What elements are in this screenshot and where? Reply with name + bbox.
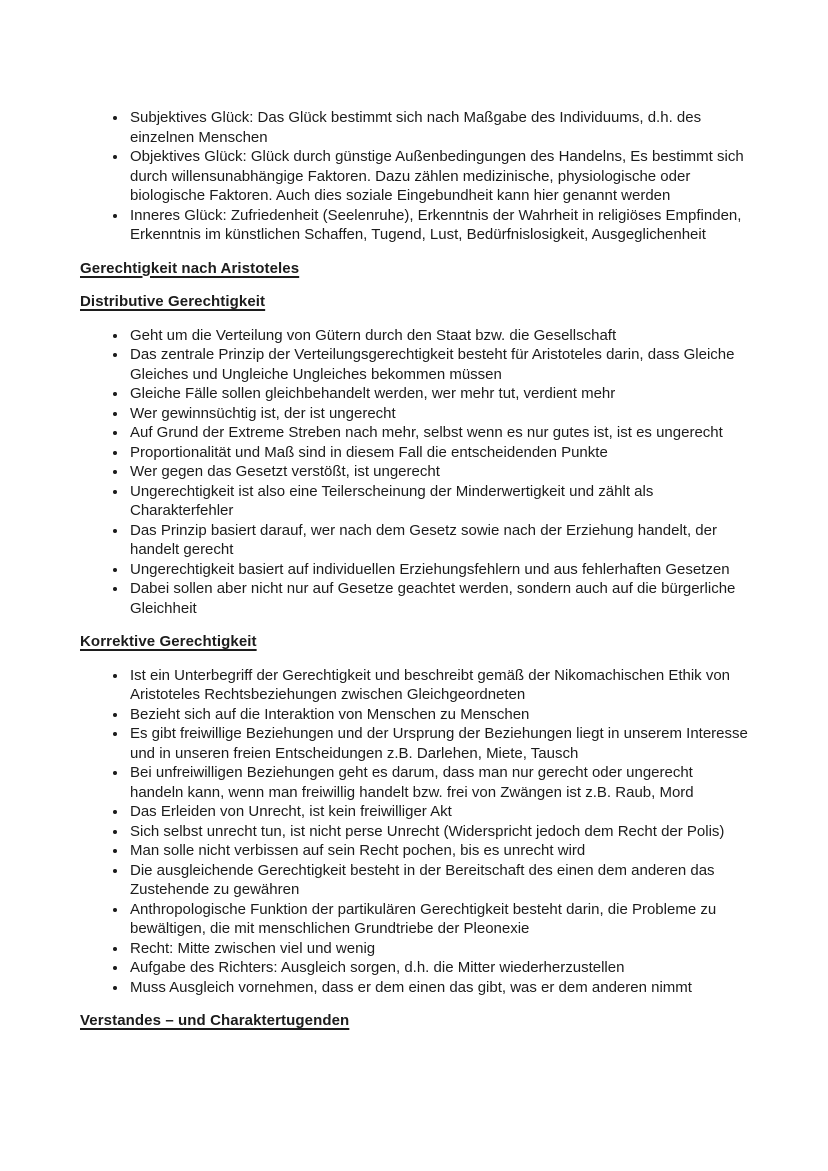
- list-item: • Auf Grund der Extreme Streben nach mehr, selbst wenn es nur gutes ist, ist es ungerecht: [128, 423, 750, 443]
- section-heading-text: Distributive Gerechtigkeit: [80, 293, 266, 310]
- list-item: • Geht um die Verteilung von Gütern durch den Staat bzw. die Gesellschaft: [128, 326, 750, 346]
- list-item: • Inneres Glück: Zufriedenheit (Seelenruhe), Erkenntnis der Wahrheit in religiöses Empfinden, Erkenntnis im künstlichen Schaffen, Tugend, Lust, Bedürfnislosigkeit, Ausgeglichenheit: [128, 206, 750, 245]
- list-item: • Anthropologische Funktion der partikulären Gerechtigkeit besteht darin, die Probleme zu bewältigen, die mit menschlichen Grundtriebe der Pleonexie: [128, 900, 750, 939]
- list-item: • Objektives Glück: Glück durch günstige Außenbedingungen des Handelns, Es bestimmt sich durch willensunabhängige Faktoren. Dazu zählen medizinische, physiologische oder biologische Faktoren. Auch dies soziale Eingebundheit kann hier genannt werden: [128, 147, 750, 206]
- list-item: • Bezieht sich auf die Interaktion von Menschen zu Menschen: [128, 705, 750, 725]
- list-item: • Das Erleiden von Unrecht, ist kein freiwilliger Akt: [128, 802, 750, 822]
- list-item: • Aufgabe des Richters: Ausgleich sorgen, d.h. die Mitter wiederherzustellen: [128, 958, 750, 978]
- section-heading: [80, 632, 750, 652]
- list-item: • Man solle nicht verbissen auf sein Recht pochen, bis es unrecht wird: [128, 841, 750, 861]
- section-heading-text: Verstandes – und Charaktertugenden: [80, 1012, 350, 1029]
- section-heading: [80, 292, 750, 312]
- list-item: • Es gibt freiwillige Beziehungen und der Ursprung der Beziehungen liegt in unserem Interesse und in unseren freien Entscheidungen z.B. Darlehen, Miete, Tausch: [128, 724, 750, 763]
- bullet-list: [80, 326, 750, 619]
- list-item: • Muss Ausgleich vornehmen, dass er dem einen das gibt, was er dem anderen nimmt: [128, 978, 750, 998]
- list-item: • Dabei sollen aber nicht nur auf Gesetze geachtet werden, sondern auch auf die bürgerliche Gleichheit: [128, 579, 750, 618]
- list-item: • Proportionalität und Maß sind in diesem Fall die entscheidenden Punkte: [128, 443, 750, 463]
- list-item: • Subjektives Glück: Das Glück bestimmt sich nach Maßgabe des Individuums, d.h. des einzelnen Menschen: [128, 108, 750, 147]
- list-item: • Ungerechtigkeit ist also eine Teilerscheinung der Minderwertigkeit und zählt als Charakterfehler: [128, 482, 750, 521]
- section-heading: [80, 1011, 750, 1031]
- section-heading-text: Gerechtigkeit nach Aristoteles: [80, 259, 300, 277]
- bullet-list: [80, 666, 750, 998]
- section-heading: [80, 259, 750, 279]
- bullet-list: [80, 108, 750, 245]
- document-body: [80, 108, 750, 1031]
- list-item: • Recht: Mitte zwischen viel und wenig: [128, 939, 750, 959]
- list-item: • Sich selbst unrecht tun, ist nicht perse Unrecht (Widerspricht jedoch dem Recht der Polis): [128, 822, 750, 842]
- list-item: • Wer gewinnsüchtig ist, der ist ungerecht: [128, 404, 750, 424]
- list-item: • Die ausgleichende Gerechtigkeit besteht in der Bereitschaft des einen dem anderen das Zustehende zu gewähren: [128, 861, 750, 900]
- list-item: • Gleiche Fälle sollen gleichbehandelt werden, wer mehr tut, verdient mehr: [128, 384, 750, 404]
- list-item: • Ungerechtigkeit basiert auf individuellen Erziehungsfehlern und aus fehlerhaften Gesetzen: [128, 560, 750, 580]
- list-item: • Ist ein Unterbegriff der Gerechtigkeit und beschreibt gemäß der Nikomachischen Ethik von Aristoteles Rechtsbeziehungen zwischen Gleichgeordneten: [128, 666, 750, 705]
- section-heading-text: Korrektive Gerechtigkeit: [80, 633, 257, 650]
- list-item: • Bei unfreiwilligen Beziehungen geht es darum, dass man nur gerecht oder ungerecht handeln kann, wenn man freiwillig handelt bzw. frei von Zwängen ist z.B. Raub, Mord: [128, 763, 750, 802]
- list-item: • Das zentrale Prinzip der Verteilungsgerechtigkeit besteht für Aristoteles darin, dass Gleiche Gleiches und Ungleiche Ungleiches bekommen müssen: [128, 345, 750, 384]
- list-item: • Wer gegen das Gesetzt verstößt, ist ungerecht: [128, 462, 750, 482]
- list-item: • Das Prinzip basiert darauf, wer nach dem Gesetz sowie nach der Erziehung handelt, der handelt gerecht: [128, 521, 750, 560]
